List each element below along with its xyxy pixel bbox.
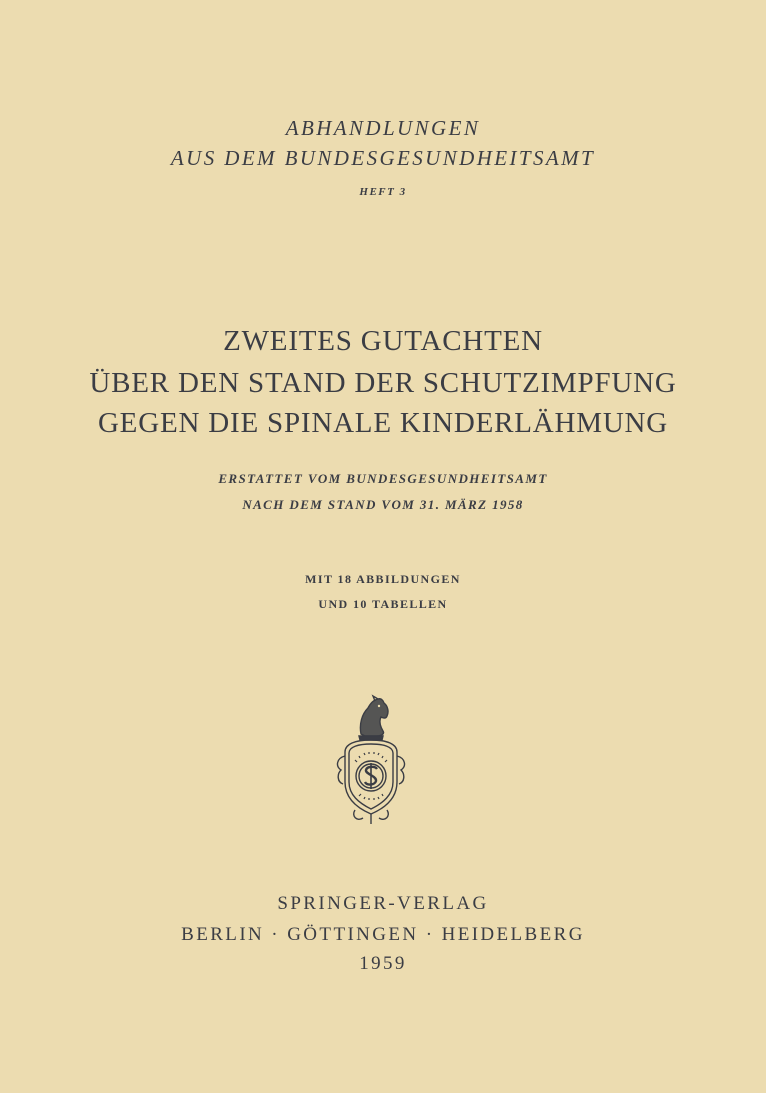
series-issue-number: HEFT 3 [359, 186, 407, 198]
main-title-line-2: ÜBER DEN STAND DER SCHUTZIMPFUNG [89, 367, 677, 399]
subtitle-line-1: ERSTATTET VOM BUNDESGESUNDHEITSAMT [218, 471, 548, 486]
series-title-line-1: ABHANDLUNGEN [285, 116, 481, 140]
illustrations-line-1: MIT 18 ABBILDUNGEN [305, 572, 461, 586]
subtitle-line-2: NACH DEM STAND VOM 31. MÄRZ 1958 [242, 497, 524, 512]
publication-year: 1959 [359, 953, 407, 974]
springer-chess-knight-emblem-icon [331, 690, 411, 826]
illustrations-line-2: UND 10 TABELLEN [318, 597, 448, 611]
main-title-line-1: ZWEITES GUTACHTEN [223, 325, 543, 357]
publisher-cities: BERLIN · GÖTTINGEN · HEIDELBERG [181, 924, 585, 945]
main-title-line-3: GEGEN DIE SPINALE KINDERLÄHMUNG [97, 407, 669, 439]
publisher-name: SPRINGER-VERLAG [277, 893, 489, 914]
series-title-line-2: AUS DEM BUNDESGESUNDHEITSAMT [170, 146, 596, 170]
